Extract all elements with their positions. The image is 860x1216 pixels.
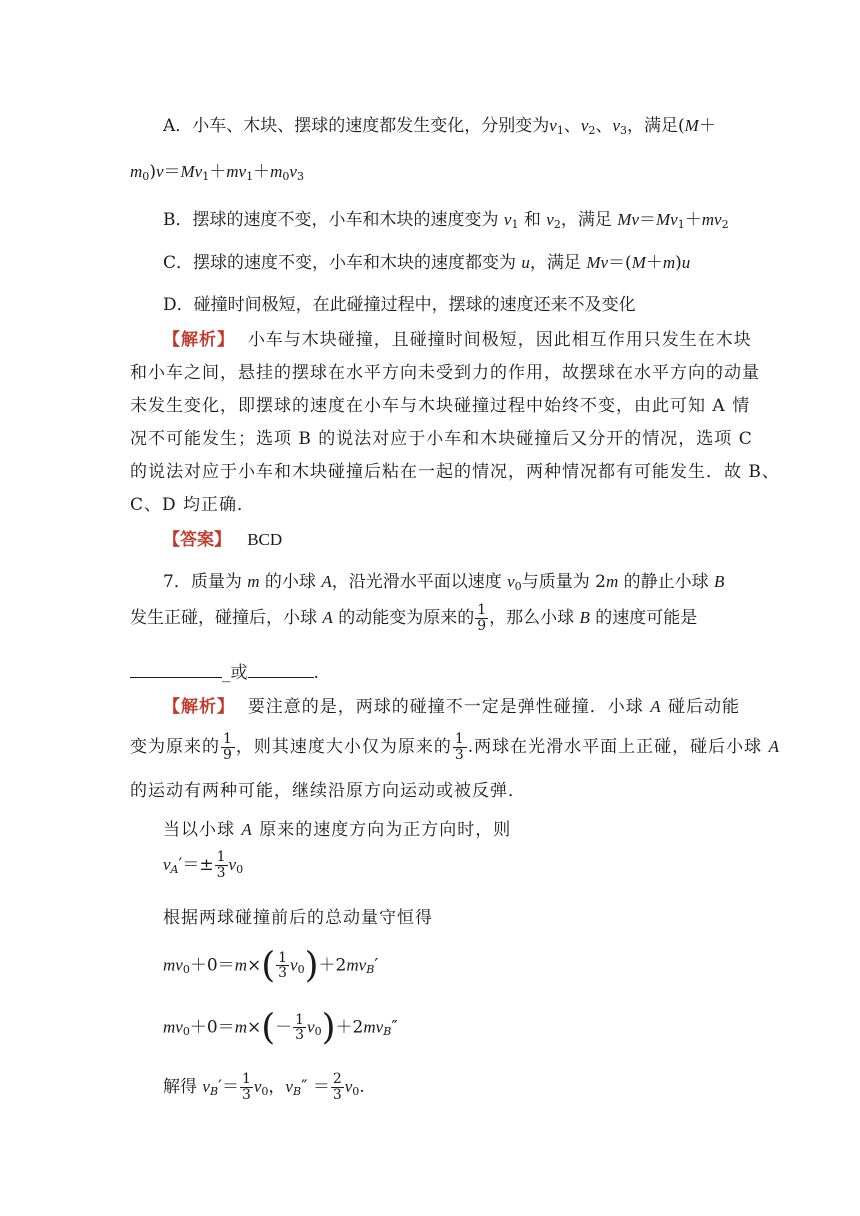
analysis6-line4: 况不可能发生；选项 B 的说法对应于小车和木块碰撞后又分开的情况，选项 C <box>130 429 753 449</box>
analysis6-line6: C、D 均正确． <box>130 495 256 515</box>
answer-tag: 【答案】 <box>163 530 231 550</box>
equation-va-prime: $v_A'=\pm$ $\frac{1}{3}$ $v_0$ <box>163 849 244 881</box>
analysis-tag: 【解析】 <box>163 330 235 350</box>
momentum-equation-1: $mv_0+0=m\times$( $\frac{1}{3}$ $v_0)+2mv_B'$ <box>163 945 379 986</box>
analysis6-line5: 的说法对应于小车和木块碰撞后粘在一起的情况，两种情况都有可能发生．故 B、 <box>130 462 780 482</box>
analysis7-line2: 变为原来的 $\frac{1}{9}$ ，则其速度大小仅为原来的 $\frac{1}{3}$ .两球在光滑水平面上正碰，碰后小球 A <box>130 731 780 763</box>
answer-blank-1[interactable] <box>130 663 222 678</box>
analysis6-line1: 【解析】 小车与木块碰撞，且碰撞时间极短，因此相互作用只发生在木块 <box>163 330 752 350</box>
option-a-line1: A．小车、木块、摆球的速度都发生变化，分别变为$v_1$、$v_2$、$v_3$，满足(M＋ <box>163 116 716 137</box>
q7-blanks: _或 . <box>130 658 319 683</box>
analysis7-line4: 当以小球 A 原来的速度方向为正方向时，则 <box>163 820 512 840</box>
option-a-line2: $m_0)v=Mv_1+mv_1+m_0v_3$ <box>130 162 304 183</box>
analysis7-line1: 【解析】 要注意的是，两球的碰撞不一定是弹性碰撞．小球 A 碰后动能 <box>163 697 741 717</box>
fraction-one-ninth: $\frac{1}{9}$ <box>477 602 487 634</box>
analysis6-line3: 未发生变化，即摆球的速度在小车与木块碰撞过程中始终不变，由此可知 A 情 <box>130 396 751 416</box>
q7-line1: 7．质量为 m 的小球 A，沿光滑水平面以速度 $v_0$与质量为 2m 的静止小球 B <box>163 572 725 593</box>
answer-value: BCD <box>247 530 283 549</box>
momentum-equation-2: $mv_0+0=m\times(-$ $\frac{1}{3}$ $v_0)+2mv_B''$ <box>163 1007 398 1048</box>
fraction-one-ninth: $\frac{1}{9}$ <box>223 731 233 763</box>
q7-line2: 发生正碰，碰撞后，小球 A 的动能变为原来的 $\frac{1}{9}$ ，那么小球 B 的速度可能是 <box>130 602 698 634</box>
answer-blank-2[interactable] <box>248 663 314 678</box>
analysis7-line6: 根据两球碰撞前后的总动量守恒得 <box>163 908 433 928</box>
fraction-one-third: $\frac{1}{3}$ <box>454 731 465 763</box>
answer6 <box>163 525 282 550</box>
analysis6-line2: 和小车之间，悬挂的摆球在水平方向未受到力的作用，故摆球在水平方向的动量 <box>130 363 760 383</box>
result-equation: 解得 $v_B'=$ $\frac{1}{3}$ $v_0$，$v_B''$ ＝ $\frac{2}{3}$ $v_0$. <box>163 1071 365 1103</box>
analysis7-line3: 的运动有两种可能，继续沿原方向运动或被反弹． <box>130 781 526 801</box>
option-b: B．摆球的速度不变，小车和木块的速度变为 $v_1$ 和 $v_2$，满足 $Mv=Mv_1+mv_2$ <box>163 210 729 231</box>
option-c: C．摆球的速度不变，小车和木块的速度都变为 u，满足 Mv＝(M＋m)u <box>163 253 691 273</box>
option-d: D．碰撞时间极短，在此碰撞过程中，摆球的速度还来不及变化 <box>163 295 636 315</box>
